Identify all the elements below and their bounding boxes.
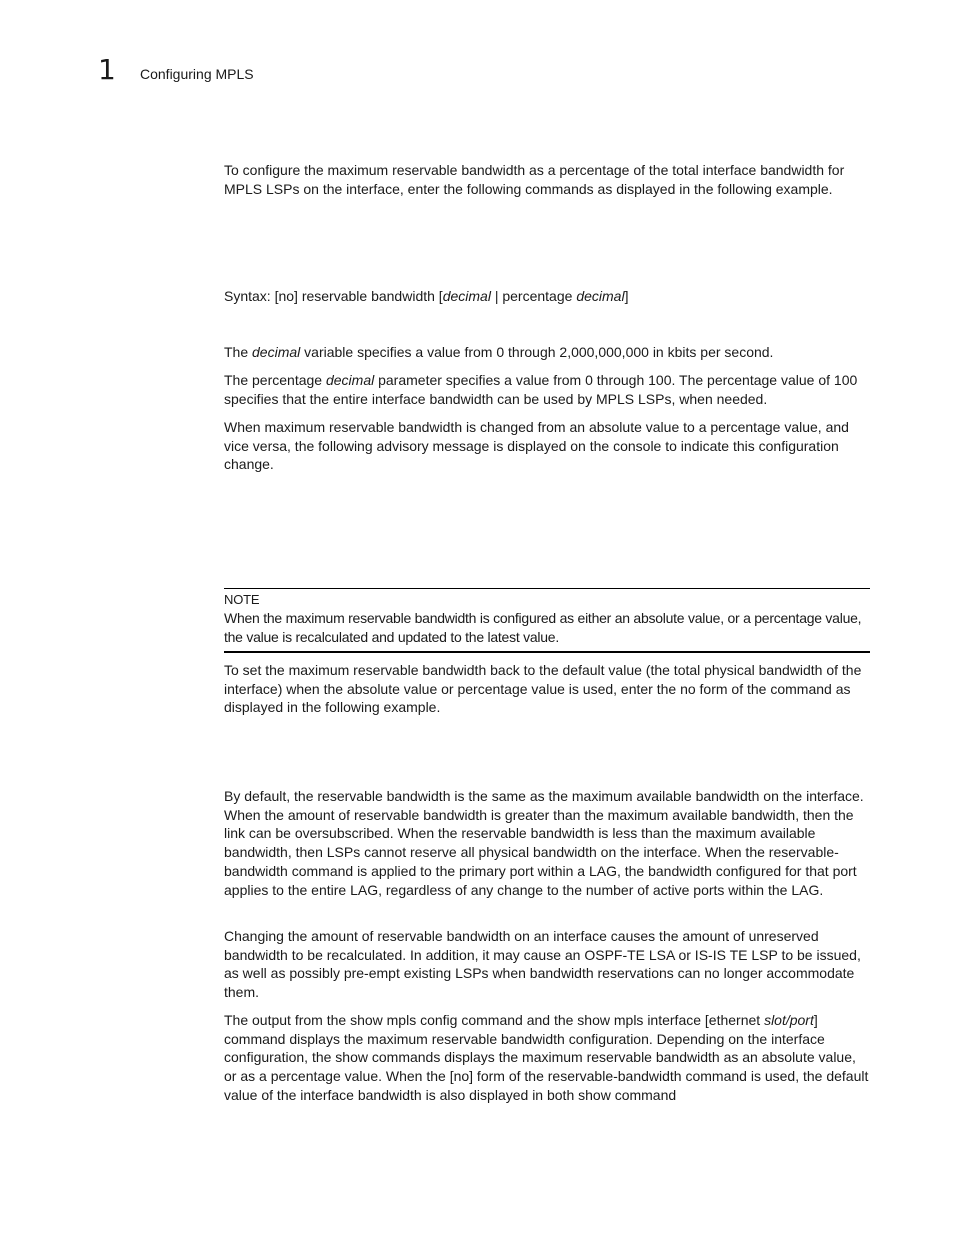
chapter-number: 1: [98, 53, 116, 86]
text-run: The percentage: [224, 372, 326, 388]
note-label: NOTE: [224, 592, 260, 607]
paragraph-decimal: [224, 343, 870, 362]
variable-slot-port: slot/port: [764, 1012, 814, 1028]
paragraph-recalculated: [224, 927, 870, 1002]
syntax-separator: |: [490, 288, 503, 304]
text-run: variable specifies a value from 0 through 2,000,000,000 in kbits per second.: [300, 344, 774, 360]
note-block: [224, 588, 870, 653]
syntax-suffix: ]: [624, 288, 629, 304]
paragraph-text: To set the maximum reservable bandwidth back to the default value (the total physical bandwidth of the interface) when the absolute value or percentage value is used, enter the no form of the command as displayed in the following example.: [224, 662, 862, 716]
text-run: The output from the show mpls config command and the show mpls interface [ethernet: [224, 1012, 765, 1028]
syntax-percentage: percentage: [502, 288, 577, 304]
syntax-prefix: Syntax: [no] reservable bandwidth [: [224, 288, 443, 304]
paragraph-percentage: [224, 371, 870, 408]
syntax-var-decimal: decimal: [442, 288, 491, 304]
text-run: parameter specifies a value from 0 through 100. The percentage value of 100 specifies that the entire interface bandwidth can be used by MPLS LSPs, when needed.: [224, 372, 858, 407]
syntax-var-decimal-2: decimal: [576, 288, 625, 304]
paragraph-default-behavior: [224, 787, 870, 899]
text-run: The: [224, 344, 253, 360]
paragraph-change-message: [224, 418, 870, 474]
paragraph-text: Changing the amount of reservable bandwidth on an interface causes the amount of unreserved bandwidth to be recalculated. In addition, it may cause an OSPF-TE LSA or IS-IS TE LSP to be issued, as well as possibly pre-empt existing LSPs when bandwidth reservations can no longer accommodate them.: [224, 928, 861, 1001]
paragraph-text: When maximum reservable bandwidth is changed from an absolute value to a percentage value, and vice versa, the following advisory message is displayed on the console to indicate this configuration change.: [224, 419, 849, 473]
variable-decimal: decimal: [252, 344, 301, 360]
chapter-title: Configuring MPLS: [140, 66, 254, 82]
paragraph-text: To configure the maximum reservable bandwidth as a percentage of the total interface bandwidth for MPLS LSPs on the interface, enter the following commands as displayed in the following example.: [224, 162, 845, 197]
text-run: ] command displays the maximum reservable bandwidth configuration. Depending on the interface configuration, the show commands displays the maximum reservable bandwidth as an absolute value, or as a percentage value. When the [no] form of the reservable-bandwidth command is used, the default value of the interface bandwidth is also displayed in both show command: [224, 1012, 869, 1103]
paragraph-intro-percentage: [224, 161, 870, 198]
paragraph-reset-default: [224, 661, 870, 717]
syntax-line: [224, 287, 870, 306]
variable-decimal: decimal: [325, 372, 375, 388]
paragraph-show-output: [224, 1011, 870, 1105]
paragraph-text: By default, the reservable bandwidth is the same as the maximum available bandwidth on the interface. When the amount of reservable bandwidth is greater than the maximum available bandwidth, then the link can be oversubscribed. When the reservable bandwidth is less than the maximum available bandwidth, then LSPs cannot reserve all physical bandwidth on the interface. When the reservable-bandwidth command is applied to the primary port within a LAG, the bandwidth configured for that port applies to the entire LAG, regardless of any change to the number of active ports within the LAG.: [224, 788, 864, 898]
note-text: When the maximum reservable bandwidth is configured as either an absolute value, or a percentage value, the value is recalculated and updated to the latest value.: [224, 610, 862, 645]
